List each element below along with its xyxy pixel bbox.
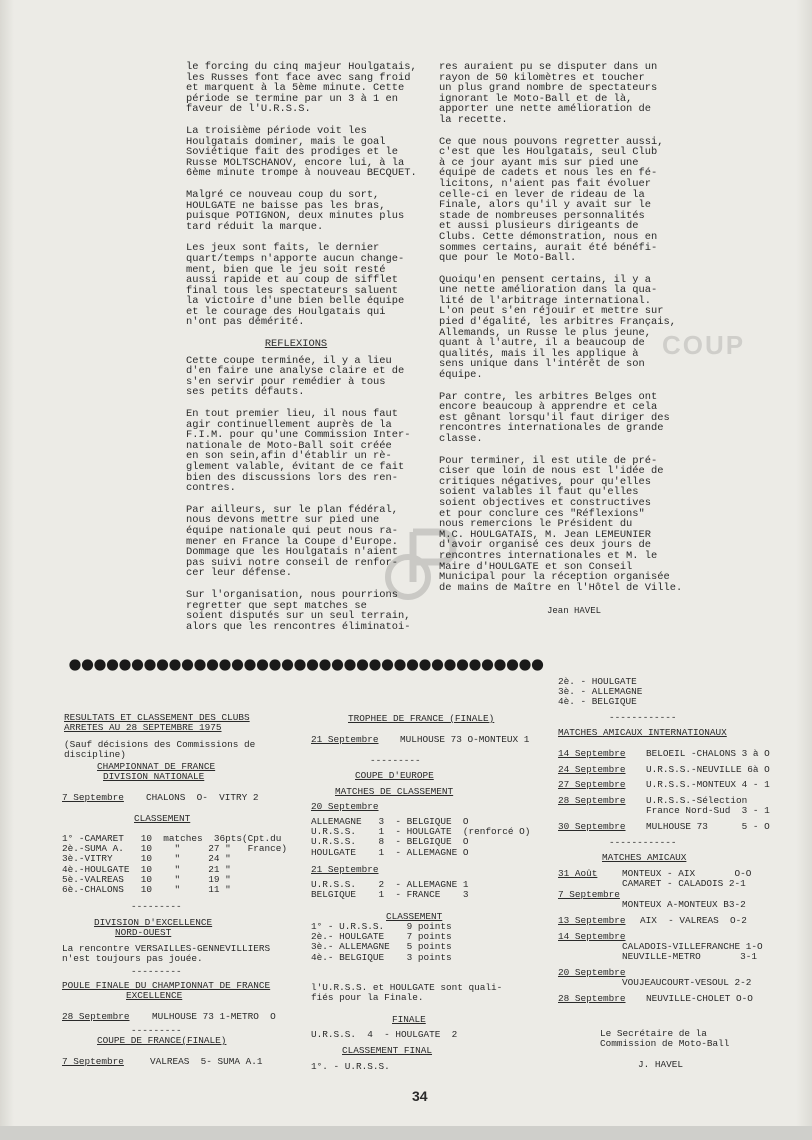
secretary-name: J. HAVEL bbox=[638, 1059, 684, 1070]
match-result: U.R.S.S. 4 - HOULGATE 2 bbox=[311, 1029, 458, 1040]
match-result: U.R.S.S.-Sélection France Nord-Sud 3 - 1 bbox=[646, 795, 770, 817]
page-number: 34 bbox=[412, 1088, 428, 1104]
match-result: VALREAS 5- SUMA A.1 bbox=[150, 1056, 263, 1067]
date-label: 24 Septembre bbox=[558, 764, 626, 775]
paragraph: Les jeux sont faits, le dernier quart/temps n'apporte aucun change- ment, bien que le jeu soit resté aussi rapide et au coup de sifflet final tous les spectateurs saluent la victoire d'une bien belle équipe et le courage des Houlgatais qui n'ont pas démérité. bbox=[186, 242, 405, 329]
match-result: U.R.S.S.-NEUVILLE 6à O bbox=[646, 764, 770, 775]
classement-heading: CLASSEMENT bbox=[386, 911, 443, 922]
date-label: 27 Septembre bbox=[558, 779, 626, 790]
paragraph: Malgré ce nouveau coup du sort, HOULGATE ne baisse pas les bras, puisque POTIGNON, deux minutes plus tard réduit la marque. bbox=[186, 188, 405, 233]
dashes: --------- bbox=[370, 755, 421, 766]
date-label: 21 Septembre bbox=[311, 864, 379, 875]
paragraph: Ce que nous pouvons regretter aussi, c'est que les Houlgatais, seul Club à ce jour ayant mis sur pied une équipe de cadets et nous les en fé- licitons, n'aient pas fait évoluer celle-ci en lever de rideau de la Finale, alors qu'il y avait sur le stade de nombreuses personnalités et aussi plusieurs dirigeants de Clubs. Cette démonstration, nous en sommes certains, aurait été bénéfi- que pour le Moto-Ball. bbox=[439, 135, 664, 265]
classement-table: 1° - U.R.S.S. 9 points 2è.- HOULGATE 7 points 3è.- ALLEMAGNE 5 points 4è.- BELGIQUE 3 points bbox=[311, 921, 452, 963]
classement-final-rest: 2è. - HOULGATE 3è. - ALLEMAGNE 4è. - BELGIQUE bbox=[558, 676, 643, 708]
classement-heading: CLASSEMENT bbox=[134, 813, 191, 824]
paragraph: le forcing du cinq majeur Houlgatais, les Russes font face avec sang froid et marquent à la 5ème minute. Cette période se termine par un 3 à 1 en faveur de l'U.R.S.S. bbox=[186, 61, 417, 116]
classement-final-first: 1°. - U.R.S.S. bbox=[311, 1061, 390, 1072]
date-label: 20 Septembre bbox=[558, 967, 626, 978]
results-title-1: RESULTATS ET CLASSEMENT DES CLUBS bbox=[64, 712, 250, 723]
dashes: ------------ bbox=[609, 712, 677, 723]
bottom-strip bbox=[0, 1126, 812, 1140]
intl-matches-title: MATCHES AMICAUX INTERNATIONAUX bbox=[558, 727, 727, 738]
match-result: AIX - VALREAS O-2 bbox=[640, 915, 747, 926]
finale-heading: FINALE bbox=[392, 1014, 426, 1025]
excellence-title: DIVISION D'EXCELLENCE bbox=[94, 917, 213, 928]
date-label: 30 Septembre bbox=[558, 821, 626, 832]
date-label: 28 Septembre bbox=[62, 1011, 130, 1022]
match-result: U.R.S.S.-MONTEUX 4 - 1 bbox=[646, 779, 770, 790]
date-label: 20 Septembre bbox=[311, 801, 379, 812]
coupe-france-title: COUPE DE FRANCE(FINALE) bbox=[97, 1035, 227, 1046]
results-title-2: ARRETES AU 28 SEPTEMBRE 1975 bbox=[64, 722, 222, 733]
match-result: BELOEIL -CHALONS 3 à O bbox=[646, 748, 770, 759]
match-result: MULHOUSE 73 O-MONTEUX 1 bbox=[400, 734, 530, 745]
article-right-column bbox=[439, 61, 676, 604]
match-result: MULHOUSE 73 1-METRO O bbox=[152, 1011, 276, 1022]
match-result: MULHOUSE 73 5 - O bbox=[646, 821, 770, 832]
date-label: 28 Septembre bbox=[558, 795, 626, 806]
poule-finale-title: POULE FINALE DU CHAMPIONNAT DE FRANCE bbox=[62, 980, 271, 991]
match-list: U.R.S.S. 2 - ALLEMAGNE 1 BELGIQUE 1 - FRANCE 3 bbox=[311, 879, 469, 901]
match-result: VOUJEAUCOURT-VESOUL 2-2 bbox=[622, 977, 752, 988]
paragraph: Cette coupe terminée, il y a lieu d'en faire une analyse claire et de s'en servir pour remédier à tous ses petits défauts. bbox=[186, 354, 405, 399]
article-left-column bbox=[186, 61, 417, 643]
dashes: --------- bbox=[131, 966, 182, 977]
division-nationale: DIVISION NATIONALE bbox=[103, 771, 205, 782]
dashes: --------- bbox=[131, 901, 182, 912]
date-label: 14 Septembre bbox=[558, 748, 626, 759]
paragraph: En tout premier lieu, il nous faut agir continuellement auprès de la F.I.M. pour qu'une Commission Inter- nationale de Moto-Ball soit créée en son sein,afin d'établir un rè- glement valable, évitant de ce fait bien des discussions lors des ren- contres. bbox=[186, 408, 411, 495]
reflexions-heading: REFLEXIONS bbox=[264, 338, 328, 351]
secretary-title: Le Secrétaire de la Commission de Moto-Ball bbox=[600, 1028, 730, 1050]
match-list: CALADOIS-VILLEFRANCHE 1-O NEUVILLE-METRO 3-1 bbox=[622, 941, 763, 963]
match-list: ALLEMAGNE 3 - BELGIQUE O U.R.S.S. 1 - HOULGATE (renforcé O) U.R.S.S. 8 - BELGIQUE O HOULGATE 1 - ALLEMAGNE O bbox=[311, 816, 531, 858]
match-list: MONTEUX - AIX O-O CAMARET - CALADOIS 2-1 bbox=[622, 868, 752, 890]
paragraph: Par ailleurs, sur le plan fédéral, nous devons mettre sur pied une équipe nationale qui peut nous ra- mener en France la Coupe d'Europe. Dommage que les Houlgatais n'aient pas suivi notre conseil de renfor- cer leur défense. bbox=[186, 503, 399, 580]
match-result: MONTEUX A-MONTEUX B3-2 bbox=[622, 899, 746, 910]
paragraph: Sur l'organisation, nous pourrions regretter que sept matches se soient disputés sur un seul terrain, alors que les rencontres éliminatoi- bbox=[186, 588, 411, 633]
trophee-title: TROPHEE DE FRANCE (FINALE) bbox=[348, 713, 495, 724]
date-label: 7 Septembre bbox=[62, 792, 124, 803]
date-label: 7 Septembre bbox=[558, 889, 620, 900]
paragraph: Quoiqu'en pensent certains, il y a une nette amélioration dans la qua- lité de l'arbitrage international. L'on peut s'en réjouir et mettre sur pied d'égalité, les arbitres Français, Allemands, un Russe le plus jeune, quant à l'autre, il a beaucoup de qualités, mais il les applique à sens unique dans l'intérêt de son équipe. bbox=[439, 273, 676, 382]
article-signature: Jean HAVEL bbox=[547, 606, 602, 616]
excellence-label: EXCELLENCE bbox=[126, 990, 183, 1001]
paragraph: Par contre, les arbitres Belges ont encore beaucoup à apprendre et cela est gênant lorsqu'il faut diriger des rencontres internationales de grande classe. bbox=[439, 390, 670, 445]
dashes: ------------ bbox=[609, 837, 677, 848]
bleed-through-text: COUP bbox=[662, 330, 746, 360]
nord-ouest: NORD-OUEST bbox=[115, 927, 172, 938]
results-note: (Sauf décisions des Commissions de discipline) bbox=[64, 739, 256, 761]
matches-classement-title: MATCHES DE CLASSEMENT bbox=[335, 786, 454, 797]
date-label: 7 Septembre bbox=[62, 1056, 124, 1067]
date-label: 13 Septembre bbox=[558, 915, 626, 926]
match-result: NEUVILLE-CHOLET O-O bbox=[646, 993, 753, 1004]
dot-separator bbox=[68, 658, 548, 672]
date-label: 21 Septembre bbox=[311, 734, 379, 745]
date-label: 14 Septembre bbox=[558, 931, 626, 942]
date-label: 31 Août bbox=[558, 868, 598, 879]
qualification-text: l'U.R.S.S. et HOULGATE sont quali- fiés pour la Finale. bbox=[311, 982, 503, 1004]
paragraph: res auraient pu se disputer dans un rayon de 50 kilomètres et toucher un plus grand nombre de spectateurs ignorant le Moto-Ball et de là, apporter une nette amélioration de la recette. bbox=[439, 61, 658, 126]
paragraph: La troisième période voit les Houlgatais dominer, mais le goal Soviétique fait des prodiges et le Russe MOLTSCHANOV, encore lui, à la 6ème minute trompe à nouveau BECQUET. bbox=[186, 124, 417, 180]
classement-table: 1° -CAMARET 10 matches 36pts(Cpt.du 2è.-SUMA A. 10 " 27 " France) 3è.-VITRY 10 " 24 " 4è.-HOULGATE 10 " 21 " 5è.-VALREAS 10 " 19 " 6è.-CHALONS 10 " 11 " bbox=[62, 833, 288, 896]
amicaux-title: MATCHES AMICAUX bbox=[602, 852, 687, 863]
classement-final-heading: CLASSEMENT FINAL bbox=[342, 1045, 433, 1056]
dashes: --------- bbox=[131, 1025, 182, 1036]
paragraph: Pour terminer, il est utile de pré- ciser que loin de nous est l'idée de critiques négatives, pour qu'elles soient valables il faut qu'elles soient objectives et constructives et pour conclure ces "Réflexions" nous remercions le Président du M.C. HOULGATAIS, M. Jean LEMEUNIER d'avoir organisé ces deux jours de rencontres internationales et M. le Maire d'HOULGATE et son Conseil Municipal pour la réception organisée de mains de Maître en l'Hôtel de bbox=[439, 454, 670, 594]
match-result: CHALONS O- VITRY 2 bbox=[146, 792, 259, 803]
date-label: 28 Septembre bbox=[558, 993, 626, 1004]
coupe-europe-title: COUPE D'EUROPE bbox=[355, 770, 434, 781]
excellence-text: La rencontre VERSAILLES-GENNEVILLIERS n'est toujours pas jouée. bbox=[62, 943, 271, 965]
championnat-title: CHAMPIONNAT DE FRANCE bbox=[97, 761, 216, 772]
